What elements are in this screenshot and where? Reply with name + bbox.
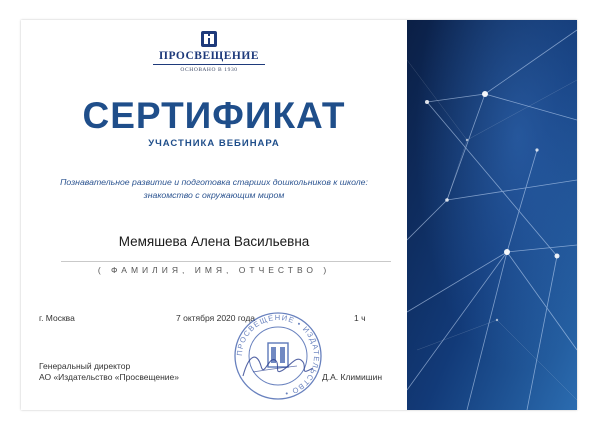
name-caption: ( ФАМИЛИЯ, ИМЯ, ОТЧЕСТВО ) xyxy=(97,265,331,275)
name-underline xyxy=(61,261,391,262)
webinar-topic xyxy=(37,176,391,202)
logo-divider xyxy=(153,64,265,65)
certificate-title: СЕРТИФИКАТ xyxy=(82,95,346,136)
publisher-name: ПРОСВЕЩЕНИЕ xyxy=(159,50,259,62)
director-signature xyxy=(239,346,319,386)
director-organization: АО «Издательство «Просвещение» xyxy=(39,372,179,382)
decorative-network-panel xyxy=(407,20,577,410)
publisher-logo xyxy=(149,30,269,73)
webinar-topic-line-2: знакомство с окружающим миром xyxy=(143,190,285,200)
director-position: Генеральный директор xyxy=(39,361,131,371)
webinar-topic-line-1: Познавательное развитие и подготовка старших дошкольников к школе: xyxy=(60,177,368,187)
director-title xyxy=(39,361,179,383)
issue-city: г. Москва xyxy=(39,313,75,323)
certificate-page xyxy=(21,20,577,410)
publisher-founded: ОСНОВАНО В 1930 xyxy=(180,67,238,73)
issue-date: 7 октября 2020 года xyxy=(176,313,256,323)
signer-name: Д.А. Климишин xyxy=(322,372,383,382)
certificate-content xyxy=(21,20,407,410)
stamp-ring-text: ПРОСВЕЩЕНИЕ • ИЗДАТЕЛЬСТВО • xyxy=(234,312,322,399)
publisher-emblem-icon xyxy=(200,30,218,48)
certificate-subtitle: УЧАСТНИКА ВЕБИНАРА xyxy=(148,138,280,149)
webinar-duration: 1 ч xyxy=(354,313,366,323)
recipient-name: Мемяшева Алена Васильевна xyxy=(118,234,310,249)
